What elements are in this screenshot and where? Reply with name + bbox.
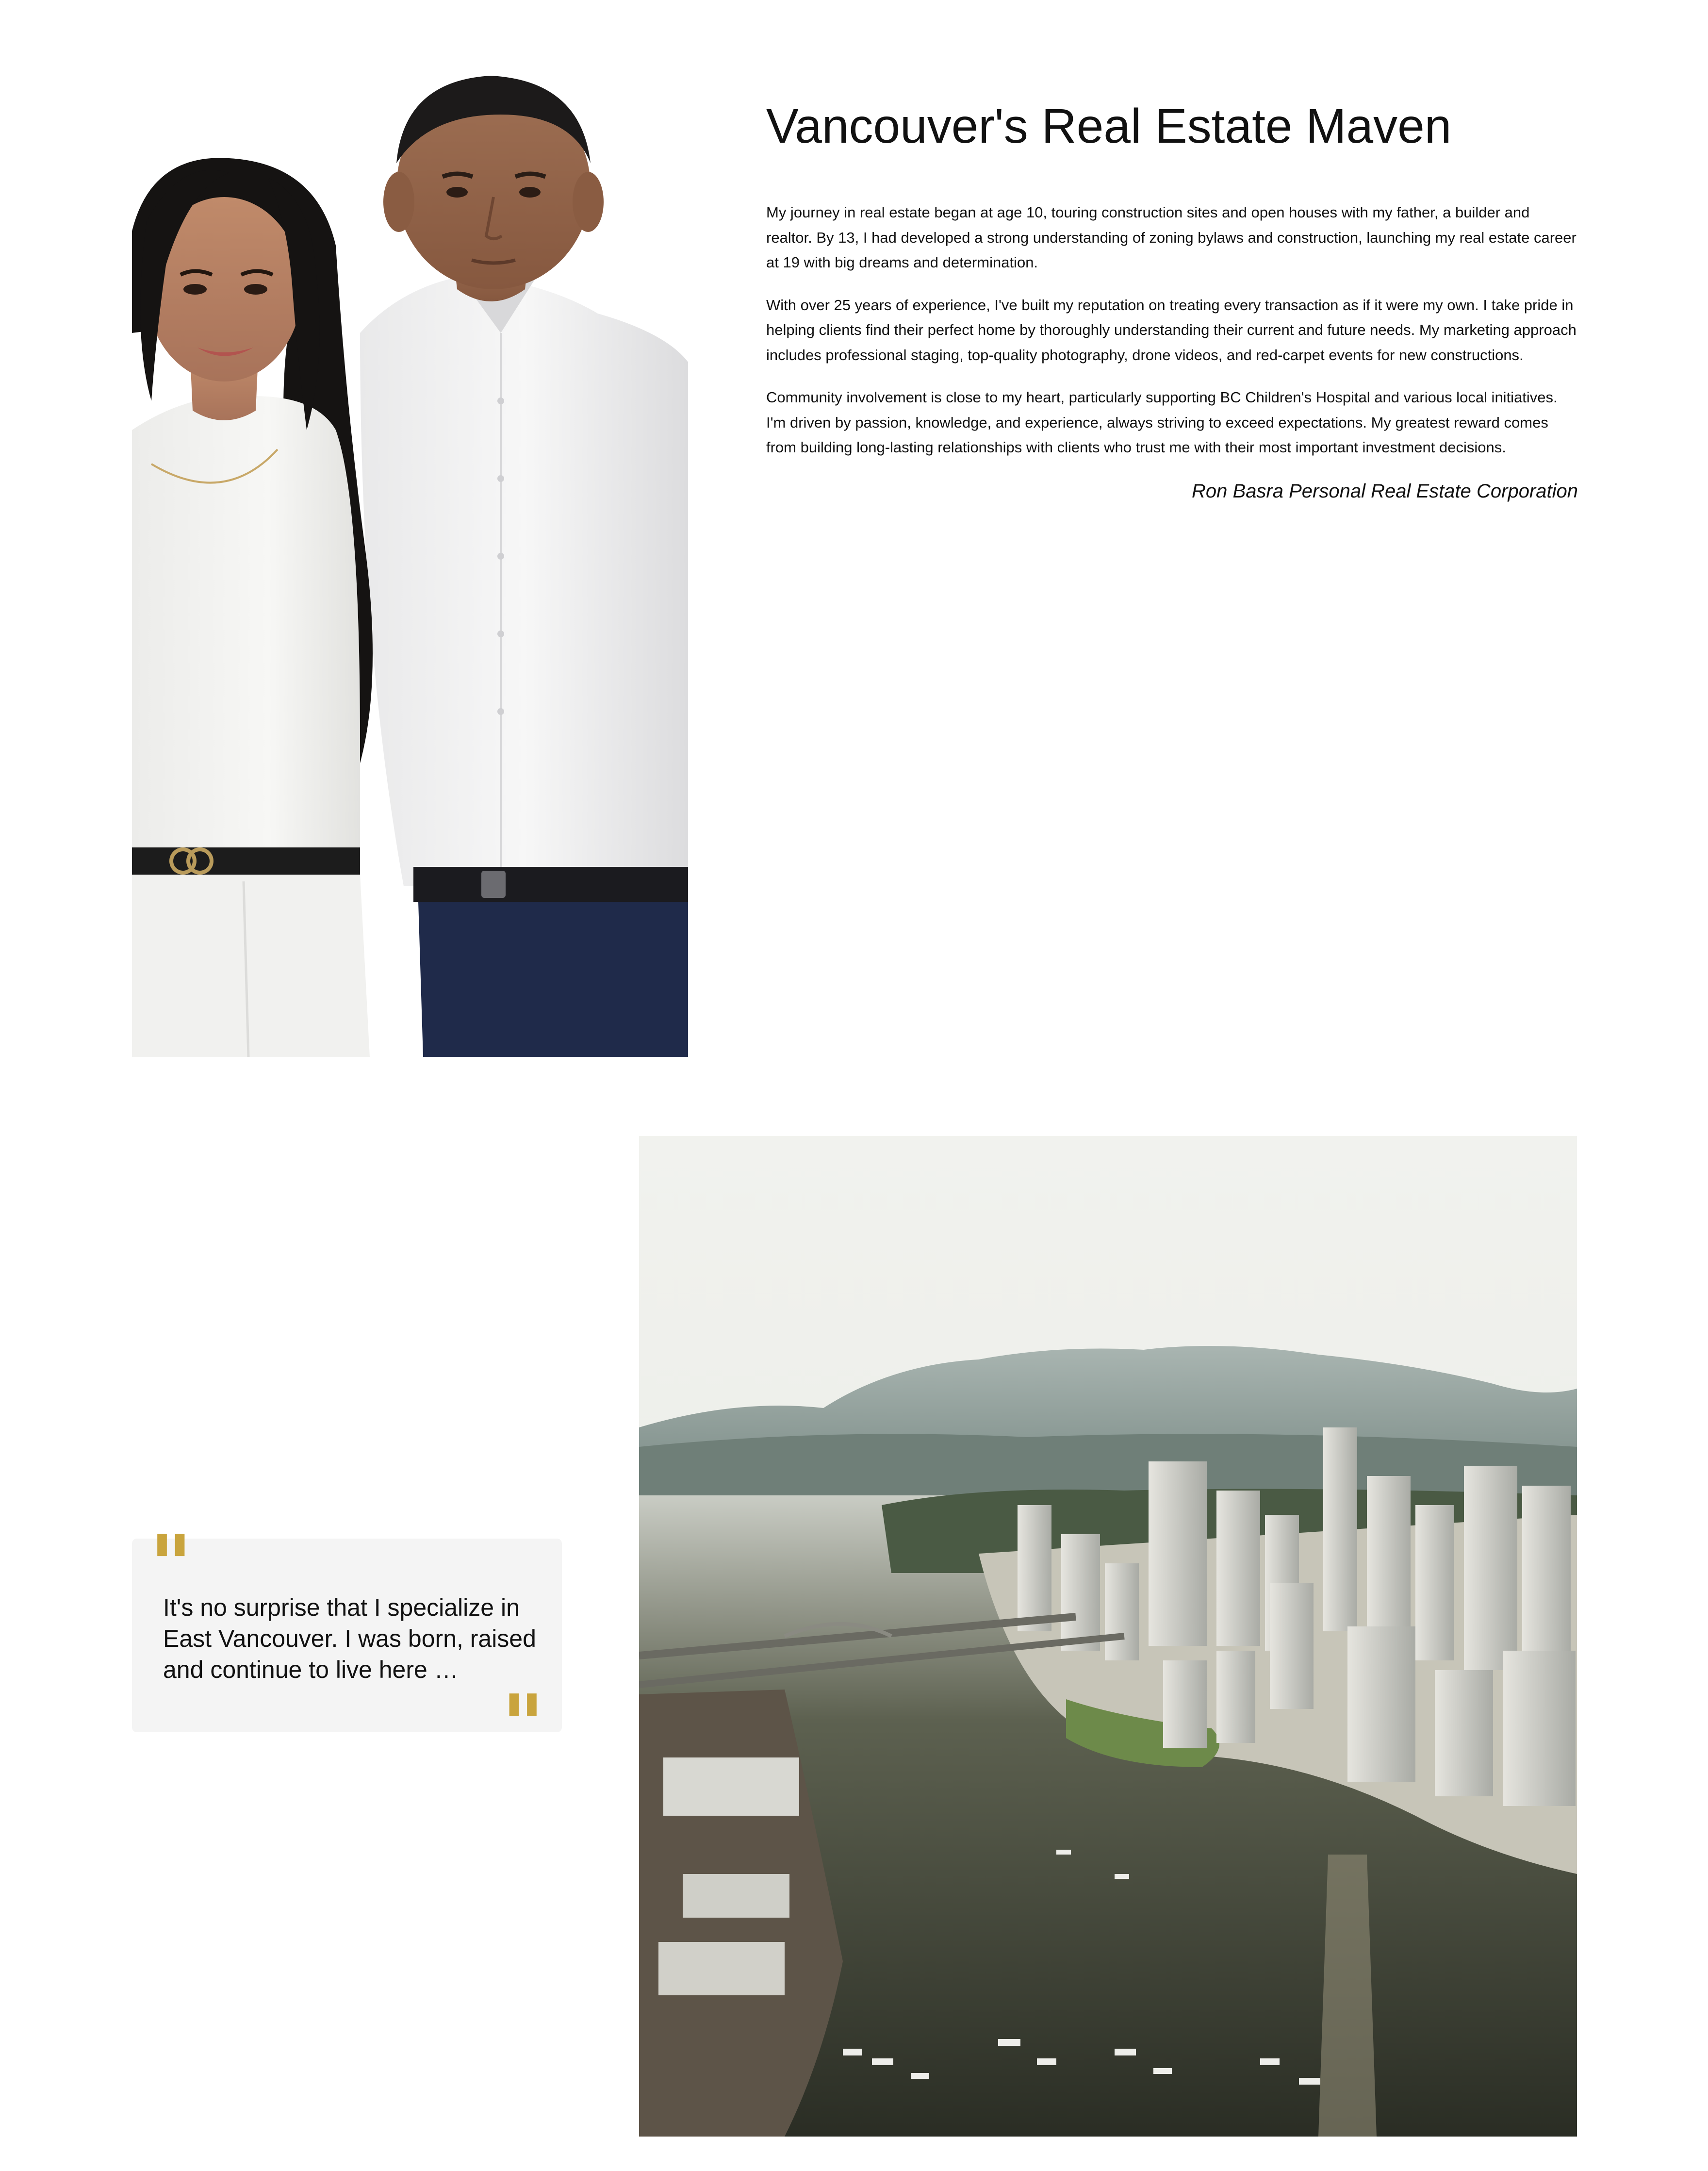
open-quote-icon: " bbox=[149, 1517, 193, 1614]
about-section bbox=[766, 97, 1578, 505]
about-signature: Ron Basra Personal Real Estate Corporation bbox=[1192, 480, 1578, 502]
vancouver-skyline-illustration bbox=[639, 1136, 1577, 2137]
quote-text: It's no surprise that I specialize in East Vancouver. I was born, raised and continue to live here … bbox=[163, 1594, 536, 1683]
vancouver-aerial-photo bbox=[639, 1136, 1577, 2137]
agents-portrait-illustration bbox=[132, 61, 688, 1057]
agents-portrait-photo bbox=[132, 61, 688, 1057]
about-paragraph-3: Community involvement is close to my heart, particularly supporting BC Children's Hospital and various local initiatives. I'm driven by passion, knowledge, and experience, always striving to exceed expectations. My greatest reward comes from building long-lasting relationships with clients who trust me with their most important investment decisions. bbox=[766, 389, 1558, 456]
quote-card bbox=[132, 1517, 562, 1773]
about-paragraph-2: With over 25 years of experience, I've built my reputation on treating every transaction as if it were my own. I take pride in helping clients find their perfect home by thoroughly understanding their current and future needs. My marketing approach includes professional staging, top-quality photography, drone videos, and red-carpet events for new constructions. bbox=[766, 296, 1577, 364]
about-title: Vancouver's Real Estate Maven bbox=[766, 99, 1452, 153]
about-paragraph-1: My journey in real estate began at age 10, touring construction sites and open houses with my father, a builder and realtor. By 13, I had developed a strong understanding of zoning bylaws and construction, launching my real estate career at 19 with big dreams and determination. bbox=[766, 204, 1577, 271]
close-quote-icon: " bbox=[501, 1676, 544, 1773]
